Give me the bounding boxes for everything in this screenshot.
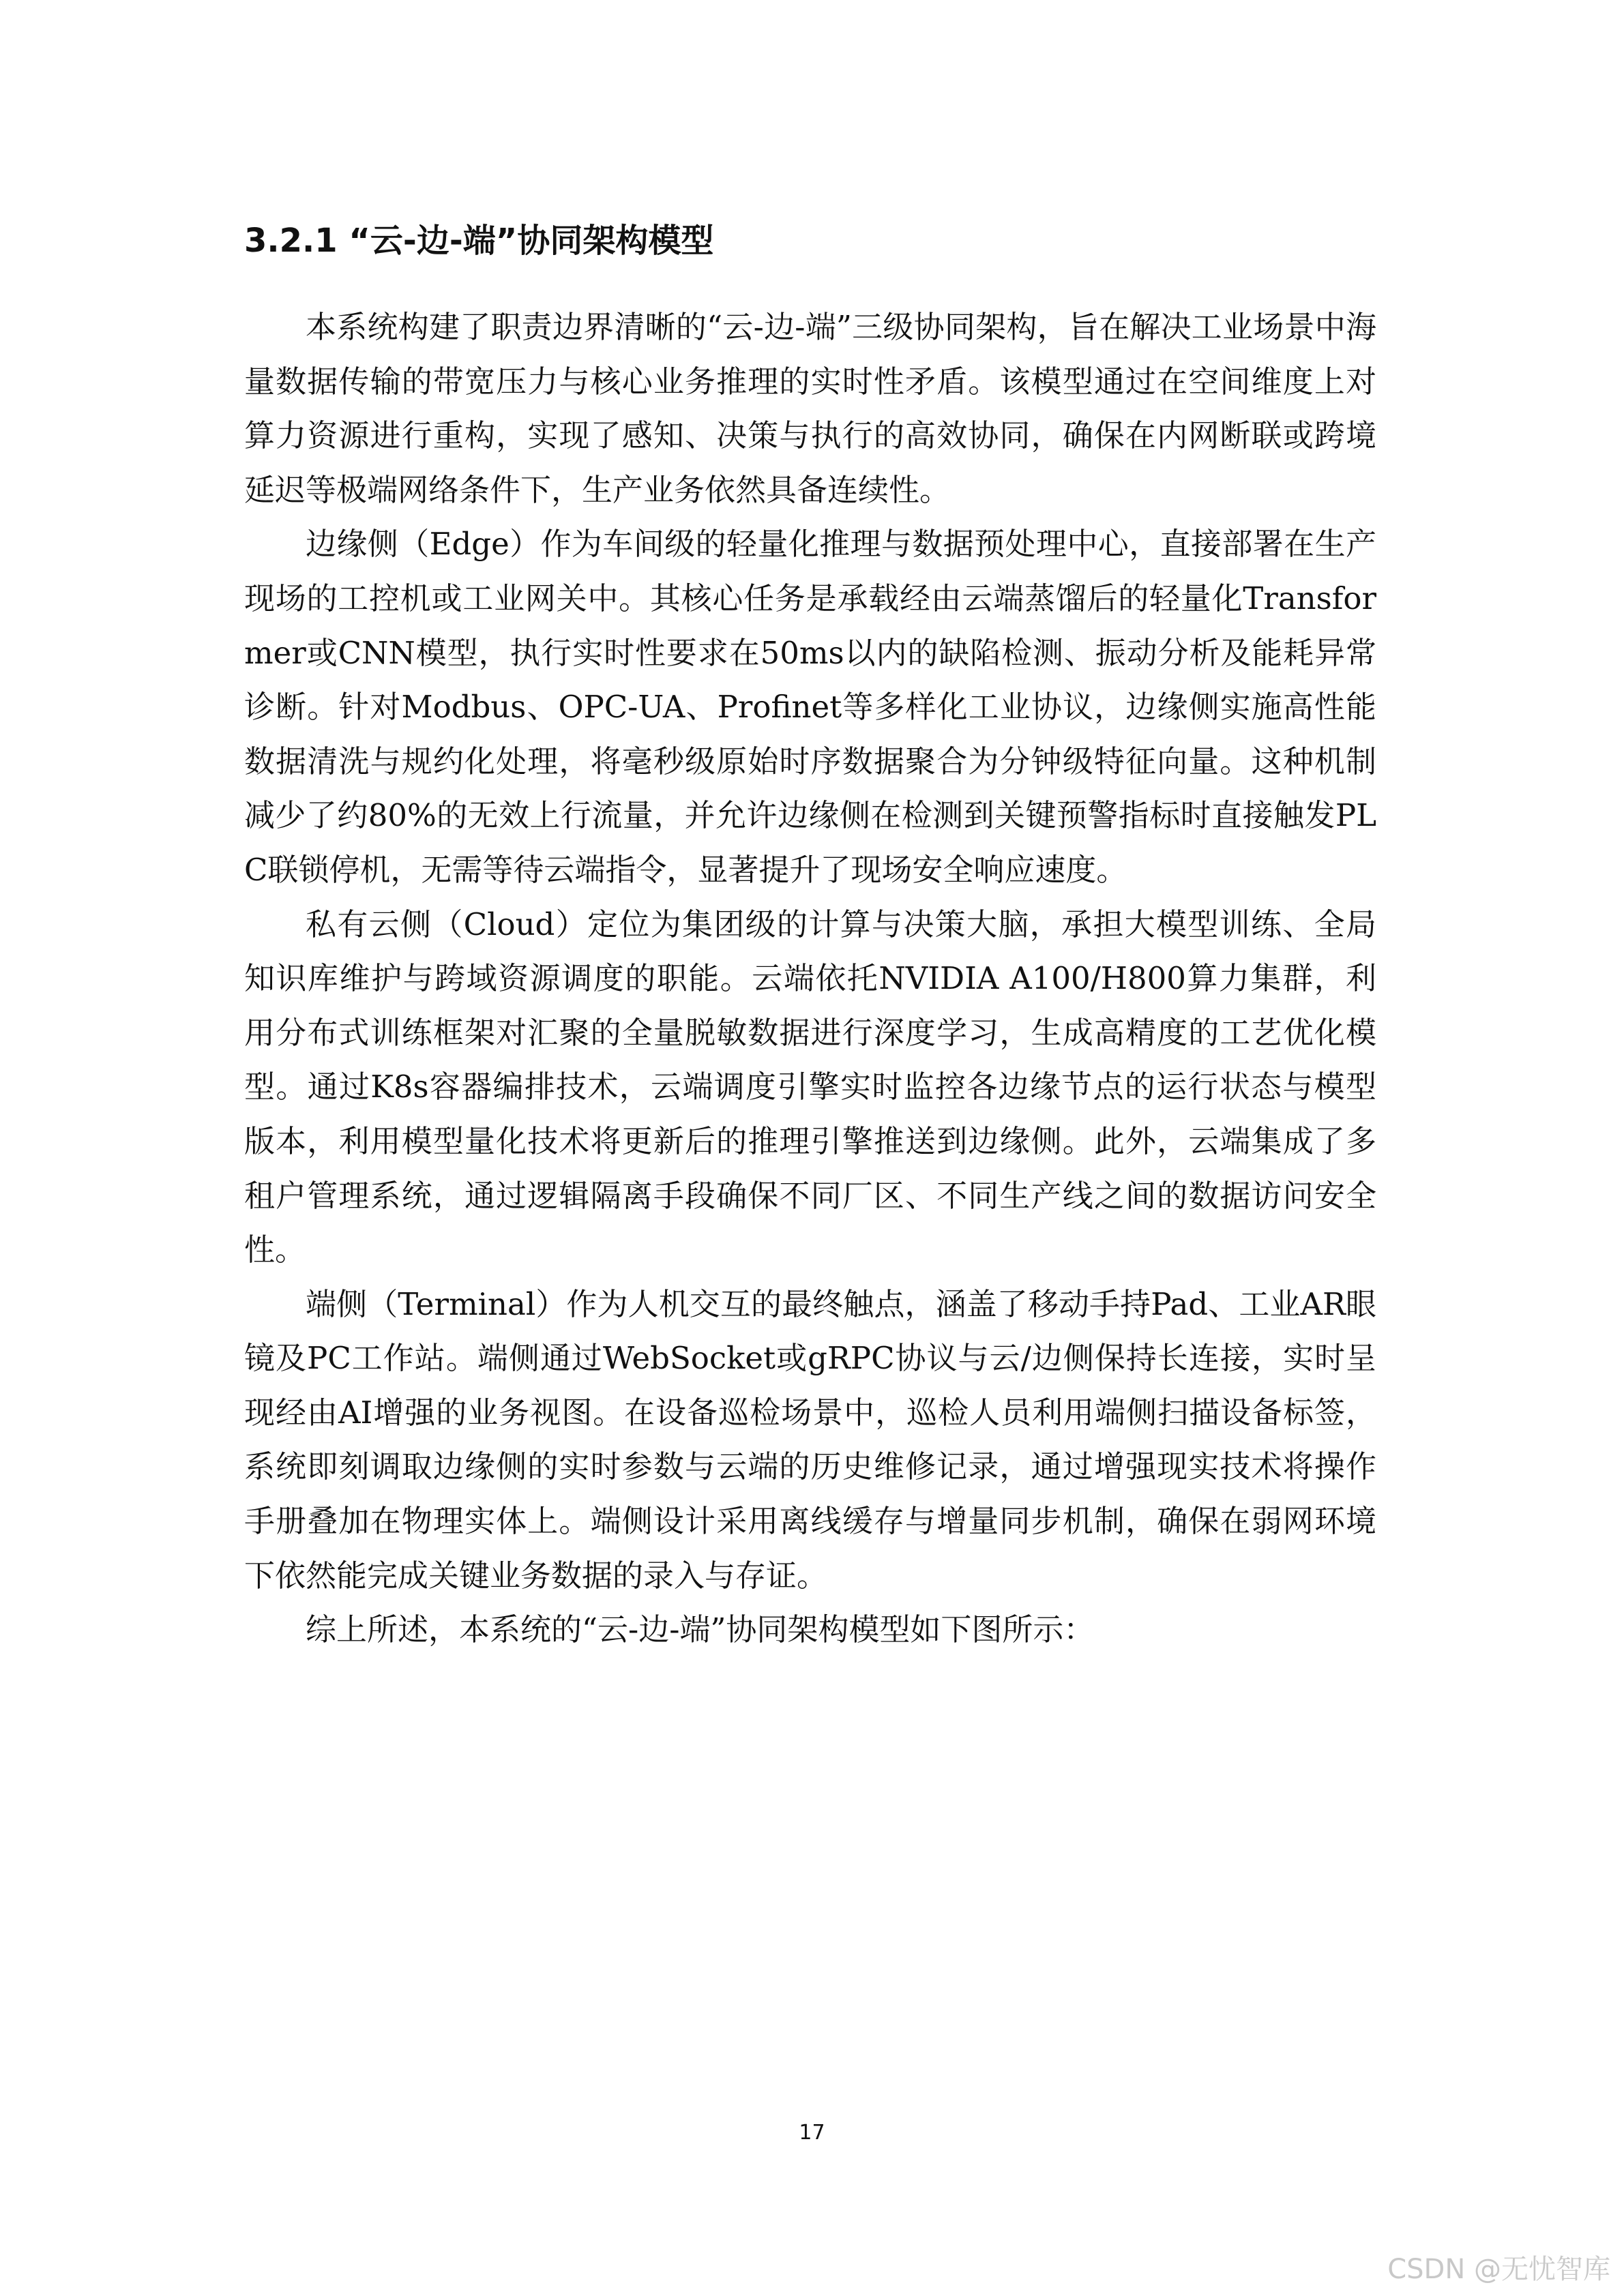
paragraph-summary: 综上所述，本系统的“云-边-端”协同架构模型如下图所示： [306, 1611, 1095, 1648]
page-number: 17 [799, 2121, 825, 2145]
paragraph-terminal: 端侧（Terminal）作为人机交互的最终触点，涵盖了移动手持Pad、工业AR眼镜及PC工作站。端侧通过WebSocket或gRPC协议与云/边侧保持长连接，实时呈现经由AI增强的业务视图。在设备巡检场景中，巡检人员利用端侧扫描设备标签，系统即刻调取边缘侧的实时参数与云端的历史维修记录，通过增强现实技术将操作手册叠加在物理实体上。端侧设计采用离线缓存与增量同步机制，确保在弱网环境下依然能完成关键业务数据的录入与存证。 [244, 1285, 1376, 1594]
section-heading: 3.2.1 “云-边-端”协同架构模型 [244, 222, 714, 260]
body-text [244, 300, 1376, 1657]
paragraph-cloud: 私有云侧（Cloud）定位为集团级的计算与决策大脑，承担大模型训练、全局知识库维护与跨域资源调度的职能。云端依托NVIDIA A100/H800算力集群，利用分布式训练框架对汇聚的全量脱敏数据进行深度学习，生成高精度的工艺优化模型。通过K8s容器编排技术，云端调度引擎实时监控各边缘节点的运行状态与模型版本，利用模型量化技术将更新后的推理引擎推送到边缘侧。此外，云端集成了多租户管理系统，通过逻辑隔离手段确保不同厂区、不同生产线之间的数据访问安全性。 [244, 906, 1376, 1268]
paragraph-edge: 边缘侧（Edge）作为车间级的轻量化推理与数据预处理中心，直接部署在生产现场的工控机或工业网关中。其核心任务是承载经由云端蒸馏后的轻量化Transformer或CNN模型，执行实时性要求在50ms以内的缺陷检测、振动分析及能耗异常诊断。针对Modbus、OPC-UA、Profinet等多样化工业协议，边缘侧实施高性能数据清洗与规约化处理，将毫秒级原始时序数据聚合为分钟级特征向量。这种机制减少了约80%的无效上行流量，并允许边缘侧在检测到关键预警指标时直接触发PLC联锁停机，无需等待云端指令，显著提升了现场安全响应速度。 [244, 526, 1376, 888]
paragraph-overview: 本系统构建了职责边界清晰的“云-边-端”三级协同架构，旨在解决工业场景中海量数据传输的带宽压力与核心业务推理的实时性矛盾。该模型通过在空间维度上对算力资源进行重构，实现了感知、决策与执行的高效协同，确保在内网断联或跨境延迟等极端网络条件下，生产业务依然具备连续性。 [244, 309, 1376, 508]
watermark: CSDN @无忧智库 [1387, 2254, 1610, 2285]
